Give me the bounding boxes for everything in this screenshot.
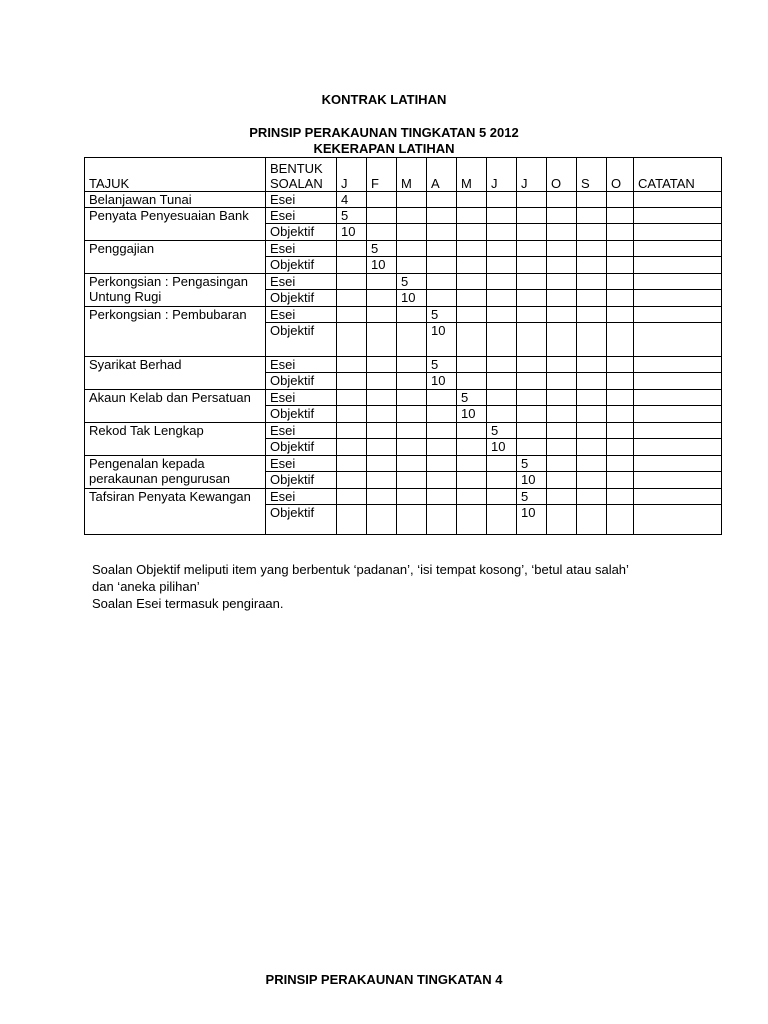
- month-cell: 5: [517, 456, 547, 472]
- month-cell: [457, 224, 487, 241]
- month-cell: [607, 505, 634, 535]
- month-cell: [457, 257, 487, 274]
- month-cell: [547, 241, 577, 257]
- month-cell: [547, 323, 577, 357]
- header-month: M: [397, 158, 427, 192]
- note-esei: Soalan Esei termasuk pengiraan.: [92, 596, 284, 611]
- month-cell: [487, 208, 517, 224]
- month-cell: [577, 357, 607, 373]
- month-cell: [337, 274, 367, 290]
- catatan-cell: [634, 323, 722, 357]
- topic-cell: Perkongsian : Pengasingan Untung Rugi: [85, 274, 266, 307]
- month-cell: [367, 357, 397, 373]
- catatan-cell: [634, 439, 722, 456]
- month-cell: [607, 439, 634, 456]
- question-type-cell: Objektif: [266, 505, 337, 535]
- month-cell: 5: [487, 423, 517, 439]
- month-cell: [577, 257, 607, 274]
- month-cell: [457, 192, 487, 208]
- month-cell: [337, 505, 367, 535]
- question-type-cell: Objektif: [266, 224, 337, 241]
- month-cell: [397, 357, 427, 373]
- question-type-cell: Objektif: [266, 290, 337, 307]
- month-cell: [337, 241, 367, 257]
- topic-cell: Syarikat Berhad: [85, 357, 266, 390]
- month-cell: [457, 423, 487, 439]
- month-cell: 10: [457, 406, 487, 423]
- month-cell: [457, 439, 487, 456]
- question-type-cell: Objektif: [266, 373, 337, 390]
- month-cell: [367, 423, 397, 439]
- question-type-cell: Esei: [266, 307, 337, 323]
- month-cell: [337, 390, 367, 406]
- catatan-cell: [634, 406, 722, 423]
- catatan-cell: [634, 390, 722, 406]
- table-row: [85, 456, 722, 472]
- question-type-cell: Esei: [266, 456, 337, 472]
- month-cell: [487, 323, 517, 357]
- header-month: S: [577, 158, 607, 192]
- header-month: O: [607, 158, 634, 192]
- month-cell: [607, 406, 634, 423]
- month-cell: [577, 456, 607, 472]
- topic-cell: Perkongsian : Pembubaran: [85, 307, 266, 357]
- month-cell: [577, 472, 607, 489]
- month-cell: [607, 323, 634, 357]
- month-cell: [457, 323, 487, 357]
- month-cell: [517, 307, 547, 323]
- question-type-cell: Objektif: [266, 257, 337, 274]
- month-cell: [457, 307, 487, 323]
- month-cell: 10: [397, 290, 427, 307]
- month-cell: [427, 439, 457, 456]
- month-cell: [577, 489, 607, 505]
- month-cell: [517, 323, 547, 357]
- month-cell: [397, 323, 427, 357]
- month-cell: 10: [487, 439, 517, 456]
- month-cell: [487, 390, 517, 406]
- month-cell: [577, 241, 607, 257]
- month-cell: [577, 423, 607, 439]
- month-cell: 10: [517, 505, 547, 535]
- table-row: [85, 307, 722, 323]
- month-cell: [427, 390, 457, 406]
- catatan-cell: [634, 357, 722, 373]
- month-cell: [607, 489, 634, 505]
- header-month: J: [337, 158, 367, 192]
- month-cell: [397, 241, 427, 257]
- table-row: [85, 241, 722, 257]
- table-row: [85, 192, 722, 208]
- question-type-cell: Objektif: [266, 406, 337, 423]
- month-cell: [457, 274, 487, 290]
- month-cell: [607, 357, 634, 373]
- header-month: J: [487, 158, 517, 192]
- month-cell: [397, 439, 427, 456]
- header-month: M: [457, 158, 487, 192]
- catatan-cell: [634, 208, 722, 224]
- month-cell: [337, 489, 367, 505]
- month-cell: [427, 257, 457, 274]
- month-cell: [427, 456, 457, 472]
- month-cell: [367, 373, 397, 390]
- note-objektif: Soalan Objektif meliputi item yang berbentuk ‘padanan’, ‘isi tempat kosong’, ‘betul atau salah’ dan ‘aneka pilihan’: [92, 562, 629, 594]
- catatan-cell: [634, 423, 722, 439]
- month-cell: [397, 472, 427, 489]
- month-cell: 10: [427, 373, 457, 390]
- month-cell: [547, 257, 577, 274]
- month-cell: 5: [397, 274, 427, 290]
- month-cell: [577, 274, 607, 290]
- table-row: [85, 489, 722, 505]
- month-cell: [577, 390, 607, 406]
- month-cell: [397, 373, 427, 390]
- month-cell: [547, 274, 577, 290]
- month-cell: [397, 489, 427, 505]
- month-cell: [607, 307, 634, 323]
- month-cell: [577, 290, 607, 307]
- catatan-cell: [634, 274, 722, 290]
- month-cell: [577, 439, 607, 456]
- catatan-cell: [634, 257, 722, 274]
- catatan-cell: [634, 456, 722, 472]
- catatan-cell: [634, 307, 722, 323]
- month-cell: [367, 390, 397, 406]
- month-cell: [487, 241, 517, 257]
- month-cell: [577, 373, 607, 390]
- month-cell: [517, 257, 547, 274]
- month-cell: 10: [337, 224, 367, 241]
- month-cell: [397, 505, 427, 535]
- month-cell: [337, 307, 367, 323]
- month-cell: [607, 241, 634, 257]
- month-cell: [517, 423, 547, 439]
- month-cell: [517, 439, 547, 456]
- month-cell: [337, 373, 367, 390]
- month-cell: 5: [367, 241, 397, 257]
- header-month: O: [547, 158, 577, 192]
- question-type-cell: Esei: [266, 192, 337, 208]
- month-cell: [547, 472, 577, 489]
- table-row: [85, 423, 722, 439]
- header-month: F: [367, 158, 397, 192]
- header-catatan: CATATAN: [634, 158, 722, 192]
- month-cell: [487, 406, 517, 423]
- month-cell: 5: [337, 208, 367, 224]
- table-heading: KEKERAPAN LATIHAN: [313, 141, 455, 156]
- month-cell: [457, 241, 487, 257]
- month-cell: [577, 224, 607, 241]
- month-cell: [397, 224, 427, 241]
- month-cell: [397, 423, 427, 439]
- month-cell: [427, 274, 457, 290]
- month-cell: [607, 472, 634, 489]
- month-cell: [487, 224, 517, 241]
- month-cell: [457, 456, 487, 472]
- month-cell: [577, 406, 607, 423]
- month-cell: [427, 290, 457, 307]
- month-cell: [367, 208, 397, 224]
- topic-cell: Belanjawan Tunai: [85, 192, 266, 208]
- month-cell: 5: [427, 357, 457, 373]
- month-cell: 10: [427, 323, 457, 357]
- month-cell: [607, 257, 634, 274]
- month-cell: [547, 423, 577, 439]
- question-type-cell: Esei: [266, 274, 337, 290]
- question-type-cell: Esei: [266, 489, 337, 505]
- month-cell: [547, 505, 577, 535]
- month-cell: [457, 505, 487, 535]
- question-type-cell: Objektif: [266, 439, 337, 456]
- month-cell: [547, 192, 577, 208]
- month-cell: [427, 224, 457, 241]
- month-cell: [337, 472, 367, 489]
- month-cell: 10: [517, 472, 547, 489]
- question-type-cell: Objektif: [266, 323, 337, 357]
- month-cell: [397, 192, 427, 208]
- month-cell: [367, 192, 397, 208]
- exercise-frequency-table: [84, 157, 722, 535]
- month-cell: [517, 208, 547, 224]
- month-cell: [547, 373, 577, 390]
- month-cell: [487, 472, 517, 489]
- topic-cell: Pengenalan kepada perakaunan pengurusan: [85, 456, 266, 489]
- month-cell: [517, 241, 547, 257]
- month-cell: [517, 373, 547, 390]
- document-subtitle: PRINSIP PERAKAUNAN TINGKATAN 5 2012: [249, 125, 519, 140]
- topic-cell: Rekod Tak Lengkap: [85, 423, 266, 456]
- month-cell: [337, 439, 367, 456]
- month-cell: [547, 456, 577, 472]
- table-row: [85, 357, 722, 373]
- topic-cell: Akaun Kelab dan Persatuan: [85, 390, 266, 423]
- month-cell: [547, 307, 577, 323]
- month-cell: [337, 257, 367, 274]
- catatan-cell: [634, 489, 722, 505]
- month-cell: [427, 192, 457, 208]
- month-cell: [367, 505, 397, 535]
- month-cell: [367, 274, 397, 290]
- month-cell: [547, 439, 577, 456]
- month-cell: [337, 323, 367, 357]
- month-cell: [337, 423, 367, 439]
- month-cell: [397, 208, 427, 224]
- catatan-cell: [634, 290, 722, 307]
- month-cell: [517, 224, 547, 241]
- question-type-cell: Objektif: [266, 472, 337, 489]
- header-tajuk: TAJUK: [85, 158, 266, 192]
- notes: [92, 561, 652, 612]
- month-cell: [577, 192, 607, 208]
- month-cell: [487, 290, 517, 307]
- month-cell: [457, 472, 487, 489]
- month-cell: [367, 323, 397, 357]
- month-cell: [547, 208, 577, 224]
- month-cell: [607, 390, 634, 406]
- question-type-cell: Esei: [266, 357, 337, 373]
- month-cell: [517, 274, 547, 290]
- month-cell: [367, 290, 397, 307]
- month-cell: [487, 274, 517, 290]
- catatan-cell: [634, 241, 722, 257]
- month-cell: [337, 456, 367, 472]
- month-cell: [547, 290, 577, 307]
- month-cell: [517, 192, 547, 208]
- month-cell: [427, 505, 457, 535]
- month-cell: [367, 406, 397, 423]
- month-cell: 5: [517, 489, 547, 505]
- month-cell: [517, 290, 547, 307]
- topic-cell: Penggajian: [85, 241, 266, 274]
- month-cell: [487, 373, 517, 390]
- month-cell: [367, 224, 397, 241]
- month-cell: [367, 489, 397, 505]
- month-cell: 5: [427, 307, 457, 323]
- month-cell: [517, 406, 547, 423]
- month-cell: [427, 241, 457, 257]
- month-cell: [607, 192, 634, 208]
- month-cell: [517, 357, 547, 373]
- topic-cell: Tafsiran Penyata Kewangan: [85, 489, 266, 535]
- month-cell: 10: [367, 257, 397, 274]
- month-cell: [577, 323, 607, 357]
- month-cell: 4: [337, 192, 367, 208]
- catatan-cell: [634, 505, 722, 535]
- month-cell: [607, 208, 634, 224]
- month-cell: [397, 390, 427, 406]
- month-cell: [337, 406, 367, 423]
- month-cell: [577, 208, 607, 224]
- month-cell: [367, 307, 397, 323]
- month-cell: [607, 373, 634, 390]
- month-cell: [397, 307, 427, 323]
- table-row: [85, 208, 722, 224]
- month-cell: [397, 456, 427, 472]
- question-type-cell: Esei: [266, 423, 337, 439]
- month-cell: [367, 456, 397, 472]
- month-cell: [457, 290, 487, 307]
- month-cell: [457, 357, 487, 373]
- month-cell: [427, 423, 457, 439]
- document-title: KONTRAK LATIHAN: [321, 92, 447, 107]
- catatan-cell: [634, 373, 722, 390]
- month-cell: [577, 505, 607, 535]
- month-cell: [607, 423, 634, 439]
- catatan-cell: [634, 472, 722, 489]
- month-cell: [607, 456, 634, 472]
- table-row: [85, 390, 722, 406]
- table-row: [85, 274, 722, 290]
- month-cell: [427, 472, 457, 489]
- month-cell: [457, 489, 487, 505]
- month-cell: [457, 208, 487, 224]
- month-cell: [547, 357, 577, 373]
- month-cell: [547, 390, 577, 406]
- month-cell: [487, 505, 517, 535]
- month-cell: [547, 224, 577, 241]
- catatan-cell: [634, 224, 722, 241]
- month-cell: [337, 357, 367, 373]
- month-cell: [487, 307, 517, 323]
- topic-cell: Penyata Penyesuaian Bank: [85, 208, 266, 241]
- month-cell: [427, 489, 457, 505]
- month-cell: [337, 290, 367, 307]
- month-cell: [487, 192, 517, 208]
- header-month: J: [517, 158, 547, 192]
- month-cell: [577, 307, 607, 323]
- header-row: [85, 158, 722, 192]
- question-type-cell: Esei: [266, 390, 337, 406]
- catatan-cell: [634, 192, 722, 208]
- month-cell: [427, 208, 457, 224]
- month-cell: 5: [457, 390, 487, 406]
- header-month: A: [427, 158, 457, 192]
- month-cell: [517, 390, 547, 406]
- month-cell: [397, 257, 427, 274]
- month-cell: [547, 406, 577, 423]
- month-cell: [607, 274, 634, 290]
- question-type-cell: Esei: [266, 241, 337, 257]
- month-cell: [487, 257, 517, 274]
- month-cell: [607, 224, 634, 241]
- month-cell: [487, 489, 517, 505]
- header-bentuk-soalan: BENTUK SOALAN: [266, 158, 337, 192]
- month-cell: [487, 456, 517, 472]
- month-cell: [397, 406, 427, 423]
- month-cell: [607, 290, 634, 307]
- month-cell: [367, 472, 397, 489]
- footer-heading: PRINSIP PERAKAUNAN TINGKATAN 4: [265, 972, 503, 987]
- month-cell: [487, 357, 517, 373]
- month-cell: [367, 439, 397, 456]
- question-type-cell: Esei: [266, 208, 337, 224]
- month-cell: [547, 489, 577, 505]
- month-cell: [427, 406, 457, 423]
- month-cell: [457, 373, 487, 390]
